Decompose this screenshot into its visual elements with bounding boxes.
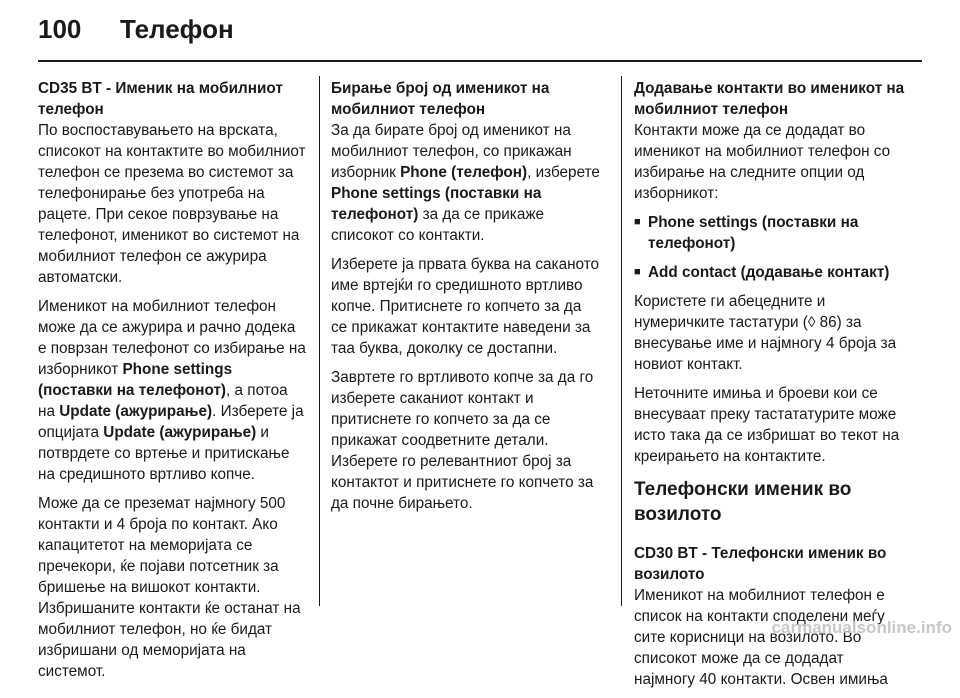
- column-3: [634, 78, 906, 698]
- paragraph: Користете ги абецедните и нумеричките тастатури (◊ 86) за внесување име и најмногу 4 броја за новиот контакт.: [634, 293, 897, 373]
- column-divider: [621, 76, 622, 606]
- paragraph: Завртете го вртливото копче за да го изберете саканиот контакт и притиснете го копчето за да се прикажат соодветните детали. Изберете го релевантниот број за контактот и притиснете го копчето за да почне бирањето.: [331, 369, 594, 512]
- section-heading: Додавање контакти во именикот на мобилниот телефон: [634, 80, 905, 118]
- column-2: [331, 78, 601, 522]
- watermark: carmanualsonline.info: [771, 618, 952, 637]
- paragraph: Може да се преземат најмногу 500 контакти и 4 броја по контакт. Ако капацитетот на меморијата се пречекори, ќе појави потсетник за бришење на вишокот контакти. Избришаните контакти ќе останат на мобилниот телефон, но ќе бидат избришани од меморијата на системот.: [38, 495, 301, 680]
- list-item: [634, 212, 906, 254]
- paragraph: Изберете ја првата буква на саканото име вртејќи го средишното вртливо копче. Притиснете го копчето за да се прикажат контактите наведени за таа буква, доколку се достапни.: [331, 256, 600, 357]
- header-rule: [38, 60, 922, 62]
- column-divider: [319, 76, 320, 606]
- section-heading: CD35 BT - Именик на мобилниот телефон: [38, 80, 283, 118]
- paragraph: Именикот на мобилниот телефон може да се ажурира и рачно додека е поврзан телефонот со избирање на изборникот Phone settings (поставки на телефонот), а потоа на Update (ажурирање). Изберете ја опцијата Update (ажурирање) и потврдете со вртење и притискање на средишното вртливо копче.: [38, 298, 306, 483]
- page-header: [38, 14, 234, 50]
- menu-option-label: Phone settings (поставки на телефонот): [648, 214, 859, 252]
- paragraph: По воспоставувањето на врската, списокот на контактите во мобилниот телефон се презема во системот за телефонирање без употреба на рацете. При секое поврзување на телефонот, именикот во системот на мобилниот телефон се ажурира автоматски.: [38, 122, 306, 286]
- column-1: [38, 78, 306, 690]
- list-item: [634, 262, 906, 283]
- paragraph: За да бирате број од именикот на мобилниот телефон, со прикажан изборник Phone (телефон), изберете Phone settings (поставки на телефонот) за да се прикаже списокот со контакти.: [331, 122, 600, 244]
- section-heading: Бирање број од именикот на мобилниот телефон: [331, 80, 550, 118]
- paragraph: Именикот на мобилниот телефон е список на контакти споделени меѓу сите корисници на возилото. Во списокот може да се додадат најмногу 40 контакти. Освен имиња: [634, 587, 888, 688]
- section-heading: CD30 BT - Телефонски именик во возилото: [634, 545, 887, 583]
- menu-option-label: Add contact (додавање контакт): [648, 264, 890, 281]
- page-title: Телефон: [120, 14, 234, 44]
- page-number: 100: [38, 14, 82, 44]
- paragraph: Контакти може да се додадат во именикот на мобилниот телефон со избирање на следните опции од изборникот:: [634, 122, 891, 202]
- bullet-icon: ■: [634, 216, 641, 228]
- paragraph: Неточните имиња и броеви кои се внесуваат преку тастататурите може исто така да се избришат во текот на креирањето на контактите.: [634, 385, 900, 465]
- bullet-icon: ■: [634, 266, 641, 278]
- chapter-heading: Телефонски именик во возилото: [634, 479, 852, 525]
